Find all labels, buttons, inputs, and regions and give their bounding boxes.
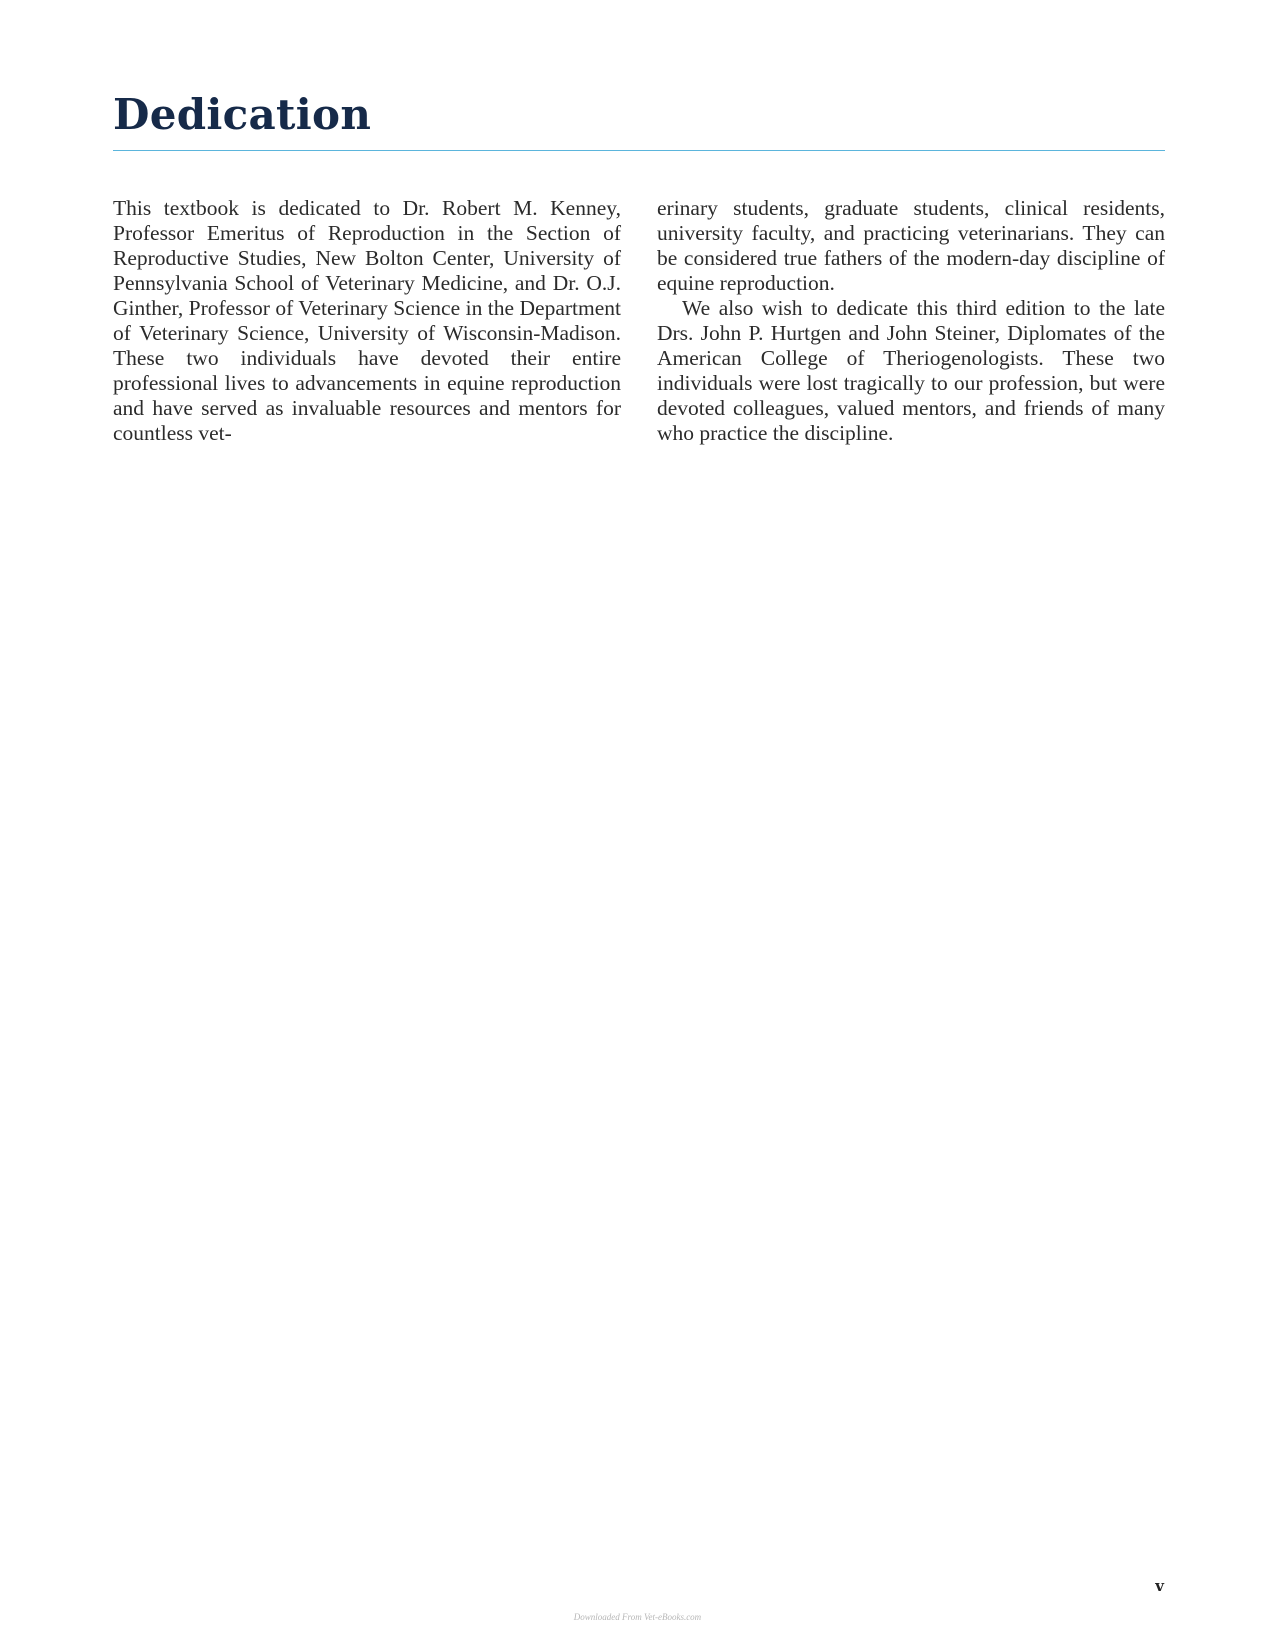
title-divider <box>113 150 1165 151</box>
footer-watermark: Downloaded From Vet-eBooks.com <box>573 1612 702 1622</box>
dedication-paragraph-2: We also wish to dedicate this third edition to the late Drs. John P. Hurtgen and John Steiner, Diplomates of the American College of Theriogenologists. These two individuals were lost tragically to our profession, but were devoted colleagues, valued mentors, and friends of many who practice the discipline. <box>657 296 1165 445</box>
dedication-body <box>113 196 1165 446</box>
page-number: v <box>1155 1577 1164 1595</box>
dedication-paragraph-1-continued: erinary students, graduate students, clinical residents, university faculty, and practicing veterinarians. They can be considered true fathers of the modern-day discipline of equine reproduction. <box>657 196 1165 295</box>
left-column <box>113 196 621 446</box>
page-title: Dedication <box>113 90 372 139</box>
right-column <box>657 196 1165 446</box>
dedication-paragraph-1: This textbook is dedicated to Dr. Robert M. Kenney, Professor Emeritus of Reproduction in the Section of Reproductive Studies, New Bolton Center, University of Pennsylvania School of Veterinary Medicine, and Dr. O.J. Ginther, Professor of Veterinary Science in the Department of Veterinary Science, University of Wisconsin-Madison. These two individuals have devoted their entire professional lives to advancements in equine reproduction and have served as invaluable resources and mentors for countless vet- <box>113 196 621 445</box>
